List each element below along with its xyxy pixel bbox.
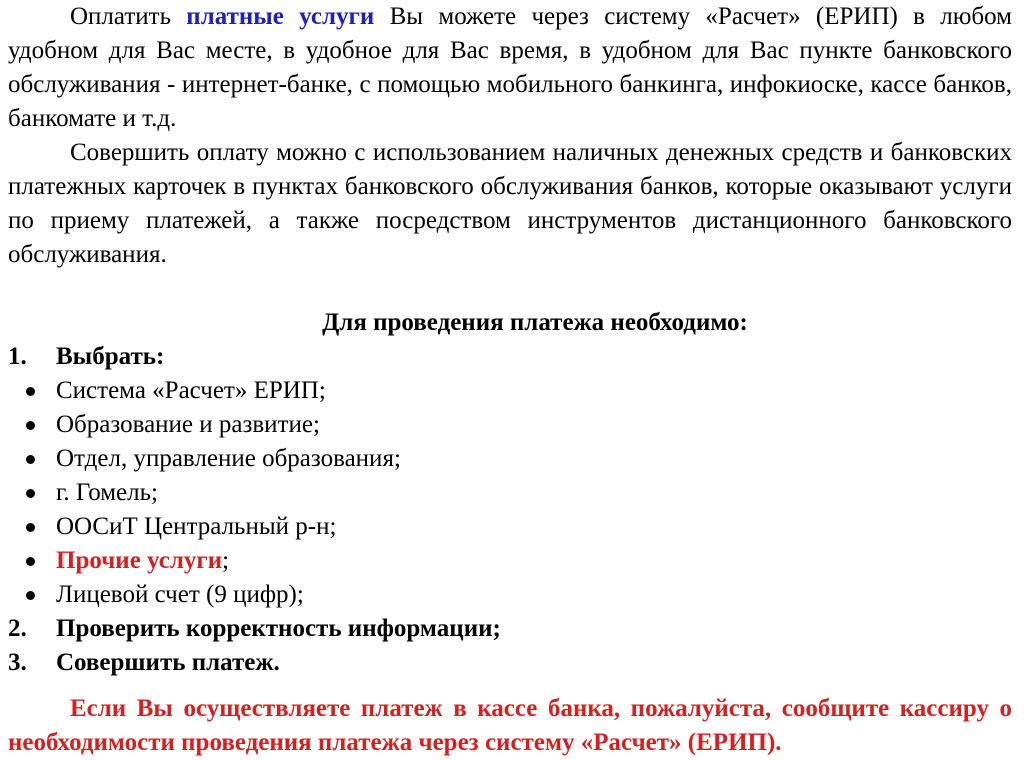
bullet-suffix: ; [222, 547, 230, 574]
intro-paragraph-1 [8, 0, 1012, 136]
bullet-dot-icon [26, 591, 35, 600]
paid-services-highlight: платные услуги [186, 3, 375, 30]
instructions-heading: Для проведения платежа необходимо: [322, 309, 748, 336]
bullet-text: Лицевой счет (9 цифр); [56, 581, 304, 608]
bullet-item-education [56, 408, 1012, 442]
bullet-text: г. Гомель; [56, 479, 158, 506]
step-1-number: 1. [8, 343, 27, 370]
cashier-note: Если Вы осуществляете платеж в кассе банка, пожалуйста, сообщите кассиру о необходимости проведения платежа через систему «Расчет» (ЕРИП). [8, 695, 1012, 756]
intro-p1-after: Вы можете через систему «Расчет» (ЕРИП) в любом удобном для Вас месте, в удобное для Вас время, в удобном для Вас пункте банковского обслуживания - интернет-банке, с помощью мобильного банкинга, инфокиоске, кассе банков, банкомате и т.д. [8, 3, 1012, 132]
bullet-text: Отдел, управление образования; [56, 445, 401, 472]
bullet-text: Образование и развитие; [56, 411, 320, 438]
bullet-dot-icon [26, 523, 35, 532]
bullet-dot-icon [26, 455, 35, 464]
bullet-item-other-services [56, 544, 1012, 578]
bullet-item-city [56, 476, 1012, 510]
step-1 [8, 340, 1012, 612]
bullet-item-department [56, 442, 1012, 476]
step-2-label: Проверить корректность информации; [56, 615, 501, 642]
step-3 [8, 646, 1012, 680]
bullet-dot-icon [26, 387, 35, 396]
step-2 [8, 612, 1012, 646]
bullet-dot-icon [26, 421, 35, 430]
bullet-item-system [56, 374, 1012, 408]
bullet-dot-icon [26, 489, 35, 498]
bullet-text: ООСиТ Центральный р-н; [56, 513, 337, 540]
selection-bullets [56, 374, 1012, 612]
steps-list [8, 340, 1012, 680]
step-3-label: Совершить платеж. [56, 649, 280, 676]
bullet-dot-icon [26, 557, 35, 566]
bullet-item-district [56, 510, 1012, 544]
step-2-number: 2. [8, 615, 27, 642]
intro-paragraph-2: Совершить оплату можно с использованием наличных денежных средств и банковских платежных карточек в пунктах банковского обслуживания банков, которые оказывают услуги по приему платежей, а также посредством инструментов дистанционного банковского обслуживания. [8, 139, 1012, 268]
step-1-label: Выбрать: [56, 343, 165, 370]
intro-p1-before: Оплатить [70, 3, 187, 30]
bullet-item-account [56, 578, 1012, 612]
other-services-text: Прочие услуги [56, 547, 223, 574]
step-3-number: 3. [8, 649, 27, 676]
bullet-text: Система «Расчет» ЕРИП; [56, 377, 326, 404]
